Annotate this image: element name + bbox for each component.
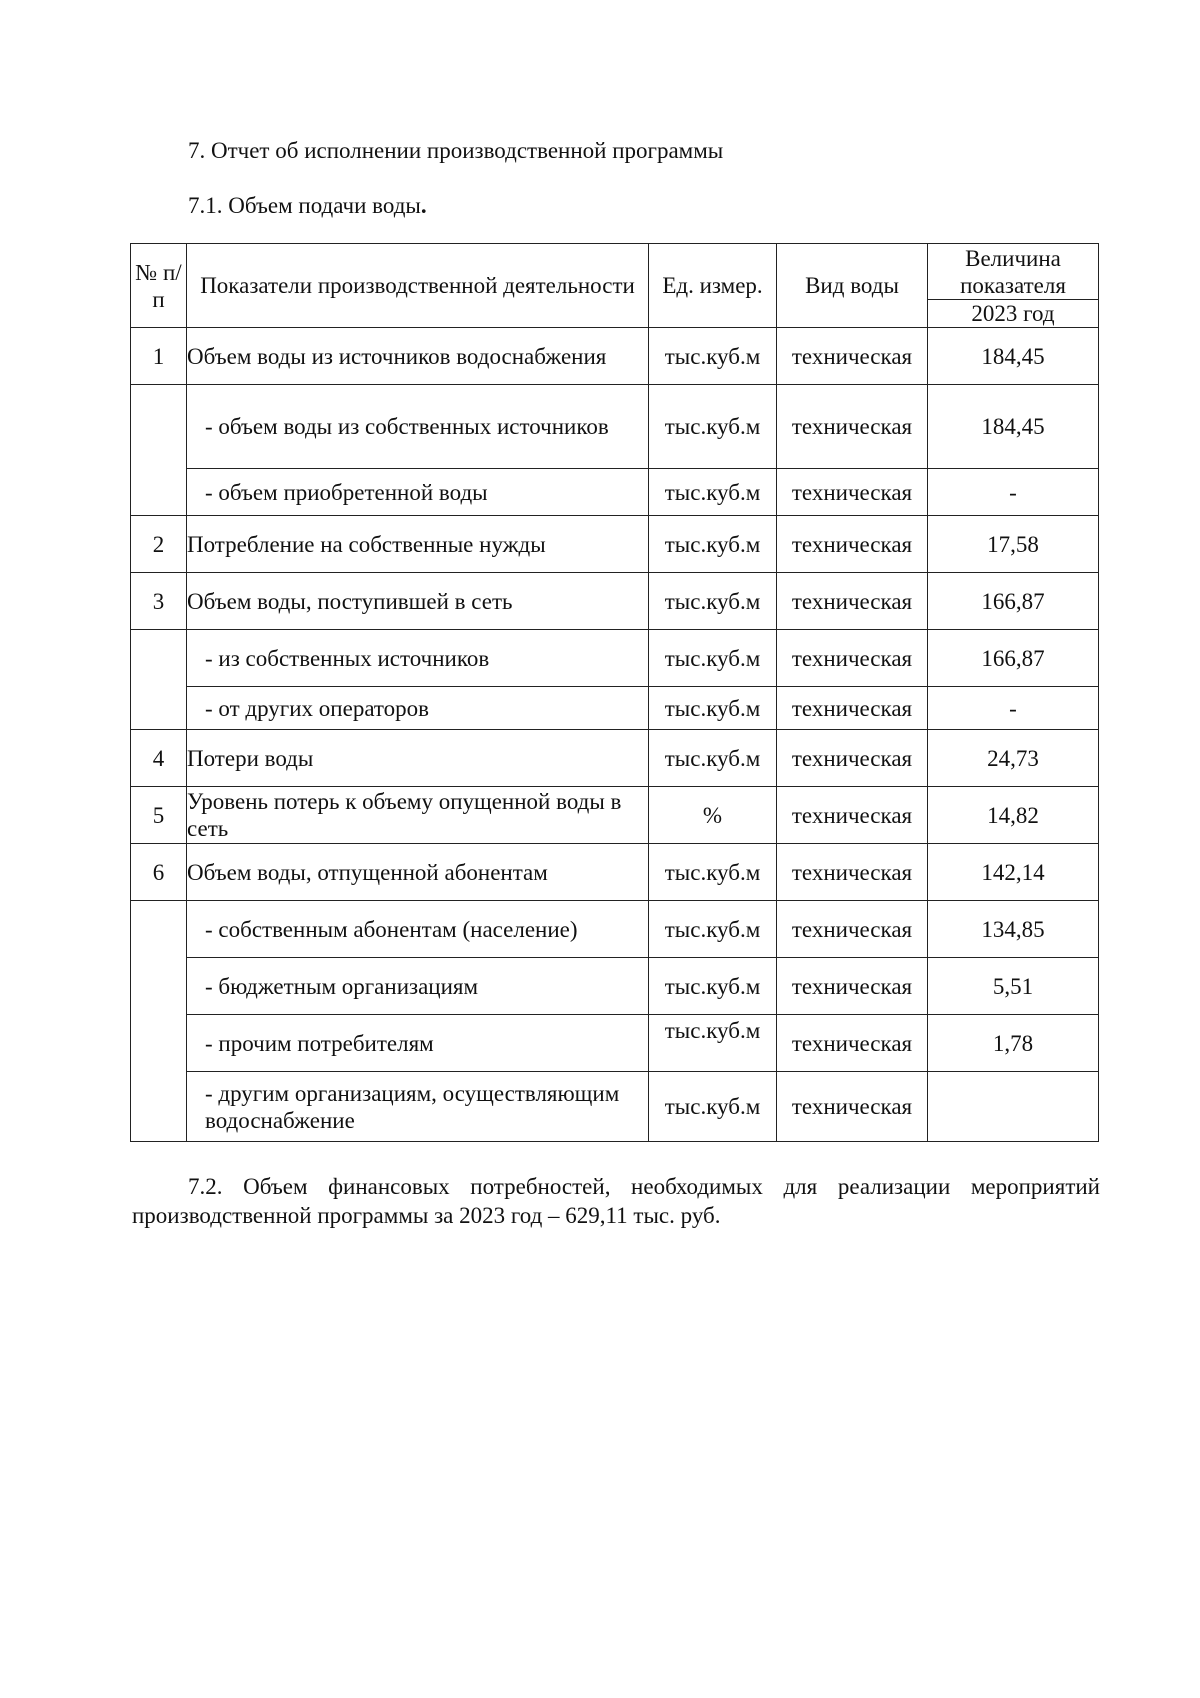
row-num <box>131 630 187 730</box>
row-num: 3 <box>131 573 187 630</box>
row-water-type: техническая <box>777 385 928 469</box>
row-indicator: - из собственных источников <box>187 630 649 687</box>
row-water-type: техническая <box>777 630 928 687</box>
row-indicator: - бюджетным организациям <box>187 958 649 1015</box>
subsection-title-text: 7.1. Объем подачи воды <box>188 193 421 218</box>
row-water-type: техническая <box>777 1072 928 1142</box>
row-num <box>131 901 187 1142</box>
row-num: 5 <box>131 787 187 844</box>
subsection-title <box>188 191 427 221</box>
table-row <box>131 469 1099 516</box>
row-indicator: Потери воды <box>187 730 649 787</box>
row-value: 14,82 <box>928 787 1099 844</box>
row-water-type: техническая <box>777 787 928 844</box>
row-num: 2 <box>131 516 187 573</box>
table-row <box>131 385 1099 469</box>
row-water-type: техническая <box>777 516 928 573</box>
row-indicator: - собственным абонентам (население) <box>187 901 649 958</box>
table-row <box>131 630 1099 687</box>
row-unit: тыс.куб.м <box>649 573 777 630</box>
row-water-type: техническая <box>777 328 928 385</box>
water-supply-table <box>130 243 1099 1142</box>
row-value: - <box>928 687 1099 730</box>
row-water-type: техническая <box>777 687 928 730</box>
row-num: 4 <box>131 730 187 787</box>
row-value: 17,58 <box>928 516 1099 573</box>
row-unit: тыс.куб.м <box>649 730 777 787</box>
row-indicator: Уровень потерь к объему опущенной воды в сеть <box>187 787 649 844</box>
row-unit: тыс.куб.м <box>649 958 777 1015</box>
row-unit: тыс.куб.м <box>649 844 777 901</box>
table-row <box>131 328 1099 385</box>
table-row <box>131 687 1099 730</box>
row-indicator: Объем воды, отпущенной абонентам <box>187 844 649 901</box>
row-value: 166,87 <box>928 573 1099 630</box>
row-water-type: техническая <box>777 469 928 516</box>
row-indicator: - объем воды из собственных источников <box>187 385 649 469</box>
row-num: 1 <box>131 328 187 385</box>
table-row <box>131 730 1099 787</box>
row-value: 184,45 <box>928 385 1099 469</box>
row-indicator: - прочим потребителям <box>187 1015 649 1072</box>
row-unit: тыс.куб.м <box>649 469 777 516</box>
header-value: Величина показателя <box>928 244 1099 300</box>
row-value: 24,73 <box>928 730 1099 787</box>
subsection-title-dot: . <box>420 193 427 218</box>
header-unit: Ед. измер. <box>649 244 777 328</box>
table-row <box>131 787 1099 844</box>
header-indicator: Показатели производственной деятельности <box>187 244 649 328</box>
header-year: 2023 год <box>928 300 1099 328</box>
table-row <box>131 1072 1099 1142</box>
row-water-type: техническая <box>777 573 928 630</box>
table-row <box>131 844 1099 901</box>
table-row <box>131 958 1099 1015</box>
row-unit: тыс.куб.м <box>649 1015 777 1072</box>
row-water-type: техническая <box>777 958 928 1015</box>
row-num: 6 <box>131 844 187 901</box>
paragraph-7-2: 7.2. Объем финансовых потребностей, необходимых для реализации мероприятий производственной программы за 2023 год – 629,11 тыс. руб. <box>132 1174 1100 1228</box>
table-row <box>131 573 1099 630</box>
row-indicator: - объем приобретенной воды <box>187 469 649 516</box>
table-row <box>131 1015 1099 1072</box>
row-water-type: техническая <box>777 1015 928 1072</box>
header-water-type: Вид воды <box>777 244 928 328</box>
header-num: № п/п <box>131 244 187 328</box>
table-row <box>131 901 1099 958</box>
row-num <box>131 385 187 516</box>
row-water-type: техническая <box>777 844 928 901</box>
row-value: 134,85 <box>928 901 1099 958</box>
row-value <box>928 1072 1099 1142</box>
row-unit: тыс.куб.м <box>649 328 777 385</box>
row-water-type: техническая <box>777 730 928 787</box>
row-value: 5,51 <box>928 958 1099 1015</box>
row-value: 184,45 <box>928 328 1099 385</box>
row-indicator: - другим организациям, осуществляющим водоснабжение <box>187 1072 649 1142</box>
row-indicator: Потребление на собственные нужды <box>187 516 649 573</box>
row-unit: % <box>649 787 777 844</box>
row-indicator: Объем воды из источников водоснабжения <box>187 328 649 385</box>
row-unit: тыс.куб.м <box>649 687 777 730</box>
row-indicator: - от других операторов <box>187 687 649 730</box>
table-row <box>131 516 1099 573</box>
section-title: 7. Отчет об исполнении производственной программы <box>188 138 724 163</box>
row-value: 1,78 <box>928 1015 1099 1072</box>
row-unit: тыс.куб.м <box>649 516 777 573</box>
row-unit: тыс.куб.м <box>649 1072 777 1142</box>
row-unit: тыс.куб.м <box>649 385 777 469</box>
row-indicator: Объем воды, поступившей в сеть <box>187 573 649 630</box>
row-water-type: техническая <box>777 901 928 958</box>
row-unit: тыс.куб.м <box>649 630 777 687</box>
row-unit: тыс.куб.м <box>649 901 777 958</box>
row-value: 166,87 <box>928 630 1099 687</box>
row-value: 142,14 <box>928 844 1099 901</box>
row-value: - <box>928 469 1099 516</box>
